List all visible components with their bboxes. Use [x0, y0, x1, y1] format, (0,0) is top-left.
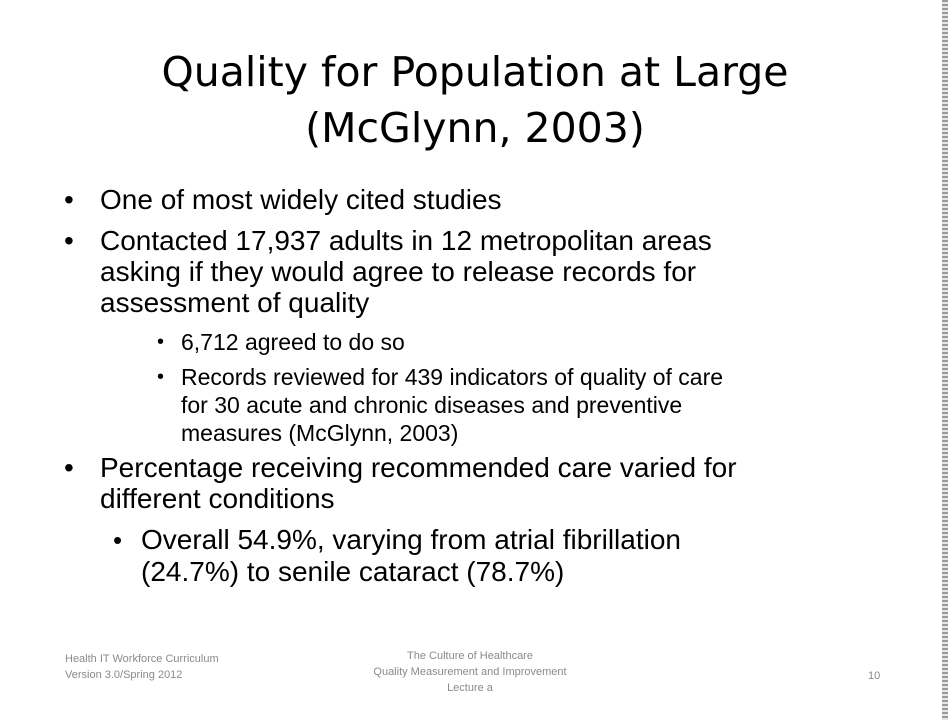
- sub-bullet-text: measures (McGlynn, 2003): [181, 420, 459, 446]
- bullet-text: One of most widely cited studies: [100, 184, 502, 215]
- level2-bullet-text: Overall 54.9%, varying from atrial fibrillation: [141, 524, 681, 555]
- sub-bullet-text: Records reviewed for 439 indicators of quality of care: [181, 364, 724, 390]
- bullet-widely-cited: [64, 184, 502, 215]
- bullet-contacted-adults: [64, 225, 712, 318]
- bullet-text: different conditions: [100, 483, 335, 514]
- bullet-text: assessment of quality: [100, 287, 370, 318]
- bullet-dot-icon: •: [64, 225, 74, 256]
- bullet-percentage-care: [64, 452, 737, 514]
- sub-bullet-records-reviewed: [157, 363, 724, 447]
- page-number: 10: [868, 670, 881, 682]
- level2-bullet-dot-icon: •: [113, 525, 123, 555]
- footer-center-line: The Culture of Healthcare: [407, 650, 533, 662]
- window-edge-border: [942, 0, 948, 720]
- footer-left-line: Health IT Workforce Curriculum: [65, 653, 219, 665]
- footer-curriculum: [65, 651, 219, 683]
- bullet-dot-icon: •: [64, 184, 74, 215]
- sub-bullet-text: 6,712 agreed to do so: [181, 329, 405, 355]
- sub-bullet-dot-icon: •: [157, 366, 165, 388]
- bullet-dot-icon: •: [64, 452, 74, 483]
- footer-center-line: Lecture a: [447, 682, 493, 694]
- bullet-text: Contacted 17,937 adults in 12 metropolitan areas: [100, 225, 712, 256]
- bullet-text: asking if they would agree to release records for: [100, 256, 697, 287]
- footer-left-line: Version 3.0/Spring 2012: [65, 669, 183, 681]
- footer-course-title: [340, 648, 600, 696]
- sub-bullet-text: for 30 acute and chronic diseases and preventive: [181, 392, 683, 418]
- footer-center-line: Quality Measurement and Improvement: [373, 666, 567, 678]
- title-line-1: Quality for Population at Large: [161, 48, 789, 96]
- level2-bullet-text: (24.7%) to senile cataract (78.7%): [141, 556, 565, 587]
- level2-bullet-overall: [113, 524, 681, 588]
- sub-bullet-agreed: [157, 328, 405, 356]
- slide-title: [60, 44, 890, 156]
- sub-bullet-dot-icon: •: [157, 331, 165, 353]
- bullet-text: Percentage receiving recommended care varied for: [100, 452, 737, 483]
- title-line-2: (McGlynn, 2003): [305, 104, 645, 152]
